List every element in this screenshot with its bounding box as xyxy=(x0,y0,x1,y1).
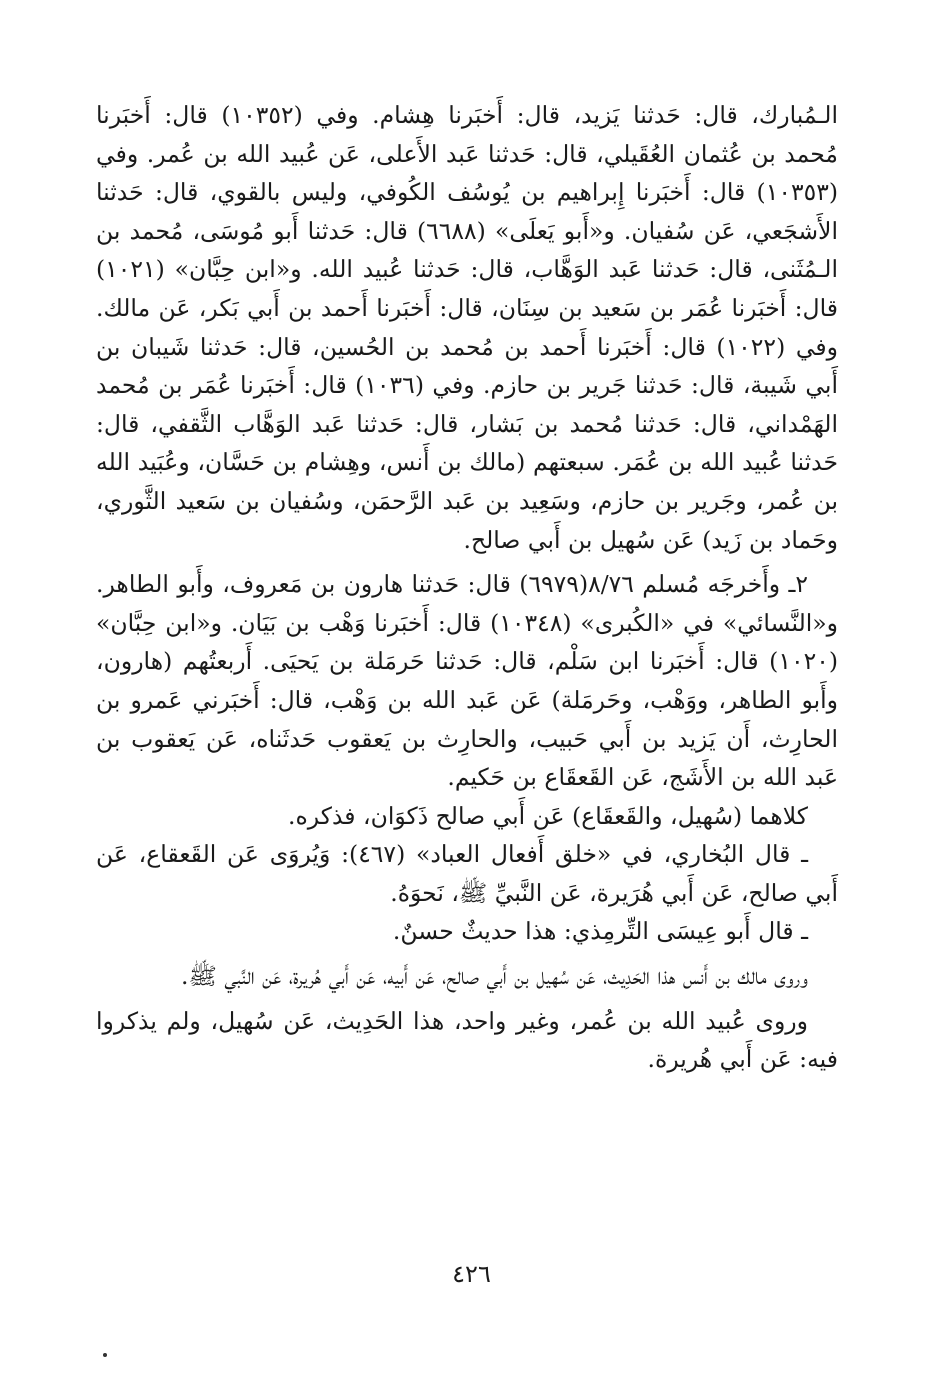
paragraph-tirmidhi-note: ـ قال أَبو عِيسَى التِّرمِذي: هذا حديثٌ حسنٌ. xyxy=(392,917,808,946)
paragraph-ubaydullah-riwaya: وروى عُبيد الله بن عُمر، وغير واحد، هذا الحَدِيث، عَن سُهيل، ولم يذكروا فيه: عَن أَبي هُريرة. xyxy=(96,1006,838,1074)
paragraph-muslim-takhrij: ٢ـ وأَخرجَه مُسلم ٨/٧٦(٦٩٧٩) قال: حَدثنا هارون بن مَعروف، وأَبو الطاهر. و«النَّسائي» في «الكُبرى» (١٠٣٤٨) قال: أَخبَرنا وَهْب بن بَيَان. و«ابن حِبَّان» (١٠٢٠) قال: أَخبَرنا ابن سَلْم، قال: حَدثنا حَرمَلة بن يَحيَى. أَربعتُهم (هارون، وأَبو الطاهر، ووَهْب، وحَرمَلة) عَن عَبد الله بن وَهْب، قال: أَخبَرني عَمرو بن الحارِث، أَن يَزيد بن أَبي حَبيب، والحارِث بن يَعقوب حَدثَناه، عَن يَعقوب بن عَبد الله بن الأَشَج، عَن القَعقَاع بن حَكيم. xyxy=(96,570,838,792)
page-number: ٤٢٦ xyxy=(452,1260,491,1288)
text-body xyxy=(96,96,838,1079)
print-speck xyxy=(103,1353,107,1357)
paragraph-bukhari-note: ـ قال البُخاري، في «خلق أَفعال العباد» (٤٦٧): وَيُروَى عَن القَعقاع، عَن أَبي صالح، عَن أَبي هُرَيرة، عَن النَّبيِّ ﷺ، نَحوَهُ. xyxy=(96,840,838,907)
paragraph-malik-riwaya: وروى مالك بن أَنس هذا الحَدِيث، عَن سُهيل بن أَبي صالح، عَن أَبيه، عَن أَبي هُريرة، عَن النَّبي ﷺ. xyxy=(181,962,808,991)
paragraph-isnad-continuation: الـمُبارك، قال: حَدثنا يَزيد، قال: أَخبَرنا هِشام. وفي (١٠٣٥٢) قال: أَخبَرنا مُحمد بن عُثمان العُقَيلي، قال: حَدثنا عَبد الأَعلى، عَن عُبيد الله بن عُمر. وفي (١٠٣٥٣) قال: أَخبَرنا إِبراهيم بن يُوسُف الكُوفي، وليس بالقوي، قال: حَدثنا الأَشجَعي، عَن سُفيان. و«أَبو يَعلَى» (٦٦٨٨) قال: حَدثنا أَبو مُوسَى، مُحمد بن الـمُثَنى، قال: حَدثنا عَبد الوَهَّاب، قال: حَدثنا عُبيد الله. و«ابن حِبَّان» (١٠٢١) قال: أَخبَرنا عُمَر بن سَعيد بن سِنَان، قال: أَخبَرنا أَحمد بن أَبي بَكر، عَن مالك. وفي (١٠٢٢) قال: أَخبَرنا أَحمد بن مُحمد بن الحُسين، قال: حَدثنا شَيبان بن أَبي شَيبة، قال: حَدثنا جَرير بن حازم. وفي (١٠٣٦) قال: أَخبَرنا عُمَر بن مُحمد الهَمْداني، قال: حَدثنا مُحمد بن بَشار، قال: حَدثنا عَبد الوَهَّاب الثَّقفي، قال: حَدثنا عُبيد الله بن عُمَر. سبعتهم (مالك بن أَنس، وهِشام بن حَسَّان، وعُبَيد الله بن عُمر، وجَرير بن حازم، وسَعِيد بن عَبد الرَّحمَن، وسُفيان بن سَعيد الثَّوري، وحَماد بن زَيد) عَن سُهيل بن أَبي صالح. xyxy=(96,101,838,554)
paragraph-kilahuma: كلاهما (سُهيل، والقَعقَاع) عَن أَبي صالح ذَكوَان، فذكره. xyxy=(288,801,808,830)
